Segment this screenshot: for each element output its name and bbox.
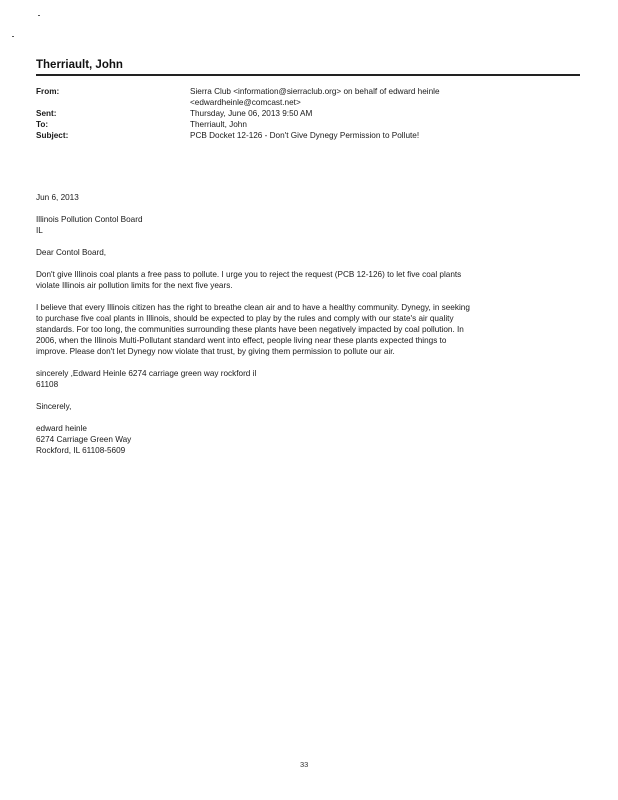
to-row (36, 119, 580, 130)
to-label: To: (36, 120, 49, 129)
subject-row (36, 130, 580, 141)
para1-line1: Don't give Illinois coal plants a free pass to pollute. I urge you to reject the request (PCB 12-126) to let five coal plants (36, 270, 462, 279)
to-value: Therriault, John (190, 120, 247, 129)
signer-name: edward heinle (36, 424, 87, 433)
sent-row (36, 108, 580, 119)
para2-line2: to purchase five coal plants in Illinois, should be expected to play by the rules and comply with our state's air quality (36, 314, 454, 323)
closing: Sincerely, (36, 402, 72, 411)
para2-line5: improve. Please don't let Dynegy now violate that trust, by giving them permission to pollute our air. (36, 347, 395, 356)
salutation: Dear Contol Board, (36, 248, 107, 257)
from-row (36, 86, 580, 108)
email-header (36, 86, 580, 141)
scan-speck (38, 15, 40, 16)
subject-label: Subject: (36, 131, 69, 140)
header-rule (36, 74, 580, 76)
sent-label: Sent: (36, 109, 57, 118)
from-value-line2: <edwardheinle@comcast.net> (190, 98, 301, 107)
from-value-line1: Sierra Club <information@sierraclub.org> on behalf of edward heinle (190, 87, 440, 96)
scan-speck (12, 36, 14, 37)
sender-name: Therriault, John (36, 59, 123, 71)
signer-address2: Rockford, IL 61108-5609 (36, 446, 126, 455)
letter-date: Jun 6, 2013 (36, 193, 79, 202)
para1-line2: violate Illinois air pollution limits for the next five years. (36, 281, 233, 290)
recipient-line2: IL (36, 226, 43, 235)
letter-body (36, 192, 580, 456)
para2-line4: 2006, when the Illinois Multi-Pollutant standard went into effect, people living near these plants expected things to (36, 336, 447, 345)
signature-line1: sincerely ,Edward Heinle 6274 carriage green way rockford il (36, 369, 257, 378)
signer-address1: 6274 Carriage Green Way (36, 435, 132, 444)
para2-line3: standards. For too long, the communities surrounding these plants have been negatively impacted by coal pollution. In (36, 325, 464, 334)
from-label: From: (36, 87, 60, 96)
subject-value: PCB Docket 12-126 - Don't Give Dynegy Permission to Pollute! (190, 131, 420, 140)
recipient-line1: Illinois Pollution Contol Board (36, 215, 143, 224)
para2-line1: I believe that every Illinois citizen has the right to breathe clean air and to have a healthy community. Dynegy, in seeking (36, 303, 470, 312)
sent-value: Thursday, June 06, 2013 9:50 AM (190, 109, 313, 118)
signature-line2: 61108 (36, 380, 59, 389)
from-value (190, 86, 580, 108)
page-number: 33 (300, 760, 309, 769)
